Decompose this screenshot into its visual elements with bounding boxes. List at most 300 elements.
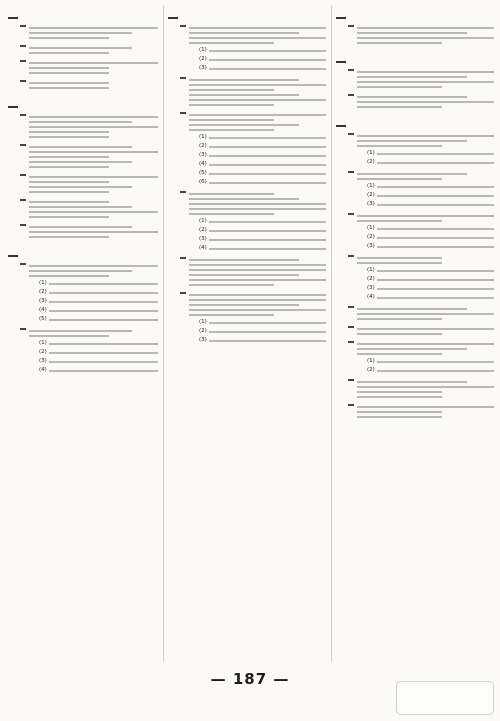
section-header [336, 61, 346, 63]
text-line [209, 230, 326, 232]
section-header [336, 17, 346, 19]
text-line [29, 52, 109, 54]
answer-tag [20, 174, 26, 176]
answer-entry [8, 144, 158, 171]
answer-entry [336, 379, 494, 401]
text-line [357, 406, 494, 408]
answer-tag [180, 25, 186, 27]
sub-answer-number: (3) [39, 358, 47, 364]
text-line [377, 204, 494, 206]
text-line [189, 99, 326, 101]
sub-answer-number: (4) [199, 161, 207, 167]
answer-text [357, 213, 494, 252]
answer-tag [180, 77, 186, 79]
text-line [29, 156, 109, 158]
sub-answer-number: (1) [39, 340, 47, 346]
answer-tag [20, 80, 26, 82]
answer-tag [348, 379, 354, 381]
sub-answer [367, 201, 494, 208]
text-line [357, 145, 442, 147]
answer-text [29, 45, 158, 57]
sub-answer [199, 245, 326, 252]
text-line [357, 140, 467, 142]
answer-entry [336, 94, 494, 111]
text-line [357, 86, 442, 88]
sub-answer [39, 358, 158, 365]
answer-text [29, 60, 158, 77]
text-line [49, 361, 158, 363]
answer-entry [168, 292, 326, 346]
sub-answer-number: (2) [199, 328, 207, 334]
text-line [29, 87, 109, 89]
text-line [357, 81, 494, 83]
answer-tag [20, 199, 26, 201]
sub-answer [39, 340, 158, 347]
sub-answer-number: (4) [199, 245, 207, 251]
text-line [189, 114, 326, 116]
text-line [377, 186, 494, 188]
text-line [189, 119, 274, 121]
answer-text [357, 326, 494, 338]
sub-answer-number: (1) [199, 319, 207, 325]
answer-tag [348, 213, 354, 215]
answer-text [29, 263, 158, 325]
text-line [189, 304, 299, 306]
text-line [377, 162, 494, 164]
text-line [29, 116, 158, 118]
sub-answer [39, 349, 158, 356]
text-line [209, 331, 326, 333]
answer-entry [336, 306, 494, 323]
sub-answer-number: (4) [39, 307, 47, 313]
text-line [209, 59, 326, 61]
text-line [209, 182, 326, 184]
answer-text [189, 292, 326, 346]
answer-entry [336, 326, 494, 338]
text-line [377, 361, 494, 363]
text-line [29, 47, 132, 49]
text-line [357, 381, 467, 383]
answer-tag [348, 94, 354, 96]
sub-answer-number: (2) [199, 143, 207, 149]
text-line [49, 310, 158, 312]
text-line [357, 42, 442, 44]
answer-text [29, 25, 158, 42]
text-line [377, 237, 494, 239]
text-line [189, 193, 274, 195]
text-line [29, 181, 109, 183]
answer-text [357, 306, 494, 323]
section-header [8, 17, 18, 19]
text-line [29, 330, 132, 332]
text-line [29, 151, 158, 153]
text-line [357, 37, 494, 39]
text-line [29, 27, 158, 29]
answer-text [189, 191, 326, 254]
answer-entry [336, 213, 494, 252]
sub-answer-number: (3) [39, 298, 47, 304]
answer-entry [8, 199, 158, 221]
text-line [209, 340, 326, 342]
text-line [29, 136, 109, 138]
sub-answer [39, 316, 158, 323]
text-line [377, 288, 494, 290]
text-line [189, 208, 326, 210]
sub-answer [367, 225, 494, 232]
answer-tag [20, 114, 26, 116]
text-line [357, 262, 442, 264]
sub-answer [367, 159, 494, 166]
sub-answer-number: (1) [199, 47, 207, 53]
text-line [49, 283, 158, 285]
text-line [357, 215, 494, 217]
sub-answer-number: (3) [367, 243, 375, 249]
sub-answer [367, 367, 494, 374]
text-line [49, 292, 158, 294]
sub-answer [199, 134, 326, 141]
sub-answer [199, 143, 326, 150]
sub-answer [39, 307, 158, 314]
column-divider [331, 6, 332, 662]
sub-answer-number: (5) [39, 316, 47, 322]
sub-answer [367, 285, 494, 292]
text-line [189, 314, 274, 316]
answer-entry [336, 133, 494, 168]
sub-answer-number: (2) [199, 227, 207, 233]
text-line [357, 257, 442, 259]
text-line [189, 104, 274, 106]
text-line [189, 274, 299, 276]
text-line [357, 101, 494, 103]
text-line [189, 129, 274, 131]
text-line [29, 270, 132, 272]
sub-answer-number: (3) [367, 201, 375, 207]
text-line [209, 164, 326, 166]
answer-text [189, 77, 326, 109]
text-line [377, 195, 494, 197]
text-line [29, 201, 109, 203]
text-line [377, 228, 494, 230]
text-line [189, 203, 326, 205]
column-3 [336, 6, 494, 662]
sub-answer-number: (1) [367, 267, 375, 273]
text-line [357, 76, 467, 78]
answer-tag [20, 144, 26, 146]
text-line [357, 220, 442, 222]
text-line [29, 186, 132, 188]
sub-answer [367, 267, 494, 274]
text-line [209, 221, 326, 223]
sub-answer [367, 192, 494, 199]
answer-entry [168, 112, 326, 188]
sub-answer-number: (1) [367, 358, 375, 364]
sub-answer [367, 276, 494, 283]
sub-answer [199, 56, 326, 63]
text-line [29, 226, 132, 228]
answer-entry [8, 263, 158, 325]
text-line [377, 297, 494, 299]
text-line [49, 319, 158, 321]
answer-entry [8, 60, 158, 77]
text-line [209, 239, 326, 241]
text-line [209, 155, 326, 157]
answer-text [29, 144, 158, 171]
sub-answer-number: (2) [367, 234, 375, 240]
sub-answer [199, 227, 326, 234]
sub-answer-number: (5) [199, 170, 207, 176]
sub-answer-number: (1) [199, 218, 207, 224]
answer-text [357, 171, 494, 210]
text-line [49, 301, 158, 303]
sub-answer [39, 298, 158, 305]
answer-entry [8, 25, 158, 42]
sub-answer [199, 218, 326, 225]
text-line [189, 269, 326, 271]
text-line [357, 333, 442, 335]
answer-tag [20, 25, 26, 27]
answer-text [29, 80, 158, 92]
section-header [8, 255, 18, 257]
text-line [189, 42, 274, 44]
answer-entry [8, 224, 158, 241]
sub-answer-number: (3) [199, 337, 207, 343]
text-line [29, 121, 132, 123]
text-line [357, 348, 467, 350]
text-line [357, 308, 467, 310]
answer-entry [8, 45, 158, 57]
text-line [29, 275, 109, 277]
text-line [357, 135, 494, 137]
text-line [357, 353, 442, 355]
sub-answer [199, 328, 326, 335]
sub-answer [367, 234, 494, 241]
answer-entry [336, 171, 494, 210]
text-line [189, 259, 299, 261]
text-line [189, 294, 326, 296]
sub-answer [39, 289, 158, 296]
text-line [29, 82, 109, 84]
answer-text [357, 404, 494, 421]
text-line [29, 126, 158, 128]
sub-answer-number: (4) [367, 294, 375, 300]
sub-answer-number: (2) [39, 289, 47, 295]
text-line [189, 284, 274, 286]
sub-answer [39, 367, 158, 374]
sub-answer-number: (2) [367, 367, 375, 373]
sub-answer [199, 161, 326, 168]
answer-text [29, 224, 158, 241]
text-line [189, 84, 326, 86]
text-line [189, 32, 299, 34]
sub-answer-number: (2) [199, 56, 207, 62]
sub-answer [199, 65, 326, 72]
column-divider [163, 6, 164, 662]
answer-tag [348, 341, 354, 343]
text-line [189, 124, 299, 126]
text-line [209, 137, 326, 139]
answer-tag [348, 133, 354, 135]
answer-key-page [8, 6, 494, 666]
answer-text [189, 112, 326, 188]
answer-entry [8, 80, 158, 92]
text-line [357, 96, 467, 98]
text-line [29, 211, 158, 213]
text-line [357, 416, 442, 418]
sub-answer [199, 236, 326, 243]
text-line [189, 299, 326, 301]
sub-answer [199, 47, 326, 54]
answer-tag [348, 306, 354, 308]
text-line [357, 27, 494, 29]
text-line [189, 94, 299, 96]
answer-text [357, 69, 494, 91]
sub-answer [367, 358, 494, 365]
text-line [189, 279, 326, 281]
answer-tag [348, 326, 354, 328]
text-line [357, 386, 494, 388]
answer-entry [168, 25, 326, 74]
answer-text [357, 94, 494, 111]
sub-answer-number: (3) [199, 236, 207, 242]
answer-entry [336, 25, 494, 47]
sub-answer-number: (2) [367, 192, 375, 198]
text-line [209, 173, 326, 175]
text-line [29, 206, 132, 208]
text-line [29, 176, 158, 178]
text-line [209, 50, 326, 52]
answer-text [357, 25, 494, 47]
sub-answer [367, 150, 494, 157]
sub-answer-number: (1) [367, 183, 375, 189]
sub-answer [39, 280, 158, 287]
text-line [49, 343, 158, 345]
sub-answer-number: (1) [39, 280, 47, 286]
text-line [209, 146, 326, 148]
text-line [377, 279, 494, 281]
column-2 [168, 6, 326, 662]
text-line [189, 309, 326, 311]
answer-entry [336, 255, 494, 303]
text-line [377, 270, 494, 272]
text-line [357, 391, 442, 393]
text-line [29, 236, 109, 238]
answer-text [357, 255, 494, 303]
text-line [29, 191, 109, 193]
sub-answer [199, 152, 326, 159]
sub-answer-number: (4) [39, 367, 47, 373]
text-line [357, 178, 442, 180]
text-line [357, 71, 494, 73]
text-line [29, 32, 132, 34]
text-line [189, 79, 299, 81]
sub-answer [199, 170, 326, 177]
text-line [357, 173, 467, 175]
answer-text [357, 341, 494, 376]
section-header [168, 17, 178, 19]
text-line [29, 146, 132, 148]
section-header [336, 125, 346, 127]
text-line [357, 343, 494, 345]
column-1 [8, 6, 158, 662]
answer-tag [20, 328, 26, 330]
sub-answer-number: (1) [367, 150, 375, 156]
text-line [357, 328, 494, 330]
text-line [209, 322, 326, 324]
answer-tag [348, 404, 354, 406]
text-line [209, 248, 326, 250]
text-line [189, 213, 274, 215]
answer-tag [20, 60, 26, 62]
text-line [29, 131, 109, 133]
sub-answer-number: (3) [367, 285, 375, 291]
text-line [29, 72, 109, 74]
answer-tag [180, 112, 186, 114]
answer-text [29, 199, 158, 221]
text-line [189, 37, 326, 39]
text-line [357, 106, 442, 108]
answer-text [29, 114, 158, 141]
text-line [189, 264, 326, 266]
text-line [209, 68, 326, 70]
text-line [357, 411, 442, 413]
answer-entry [168, 191, 326, 254]
sub-answer-number: (2) [367, 276, 375, 282]
answer-entry [336, 404, 494, 421]
answer-text [29, 328, 158, 376]
answer-tag [180, 257, 186, 259]
sub-answer-number: (6) [199, 179, 207, 185]
answer-entry [168, 257, 326, 289]
answer-tag [348, 255, 354, 257]
answer-entry [336, 69, 494, 91]
sub-answer-number: (2) [39, 349, 47, 355]
sub-answer [367, 294, 494, 301]
answer-tag [180, 292, 186, 294]
text-line [29, 216, 109, 218]
text-line [29, 62, 158, 64]
sub-answer [367, 243, 494, 250]
text-line [29, 67, 109, 69]
text-line [189, 198, 299, 200]
text-line [29, 37, 109, 39]
section-header [8, 106, 18, 108]
answer-tag [20, 263, 26, 265]
answer-text [357, 379, 494, 401]
answer-tag [20, 224, 26, 226]
sub-answer [199, 179, 326, 186]
sub-answer-number: (3) [199, 152, 207, 158]
sub-answer-number: (2) [367, 159, 375, 165]
text-line [29, 161, 132, 163]
text-line [357, 32, 467, 34]
answer-text [189, 25, 326, 74]
sub-answer [199, 337, 326, 344]
answer-text [29, 174, 158, 196]
sub-answer-number: (1) [199, 134, 207, 140]
answer-tag [348, 69, 354, 71]
text-line [357, 396, 442, 398]
text-line [29, 335, 109, 337]
watermark-logo [396, 681, 494, 715]
answer-entry [8, 174, 158, 196]
answer-text [189, 257, 326, 289]
text-line [29, 265, 158, 267]
answer-tag [180, 191, 186, 193]
answer-entry [168, 77, 326, 109]
text-line [189, 89, 274, 91]
text-line [49, 352, 158, 354]
sub-answer [199, 319, 326, 326]
